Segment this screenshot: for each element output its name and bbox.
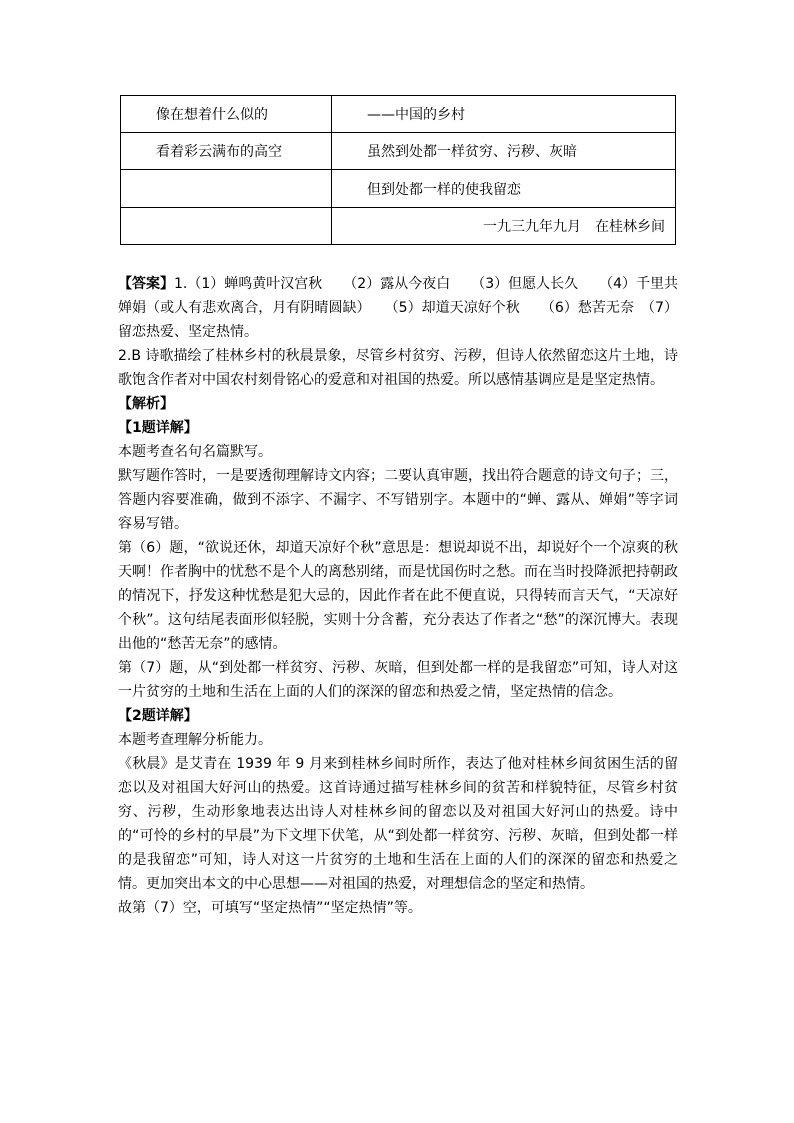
poem-table [120,95,676,245]
q1-paragraph: 第（7）题，从“到处都一样贫穷、污秽、灰暗，但到处都一样的是我留恋”可知，诗人对这一片贫穷的土地和生活在上面的人们的深深的留恋和热爱之情，坚定热情的信念。 [118,660,678,700]
table-cell: 但到处都一样的使我留恋 [332,170,676,208]
q2-paragraph: 本题考查理解分析能力。 [118,732,272,748]
answer-q1-text: 1.（1）蝉鸣黄叶汉宫秋 （2）露从今夜白 （3）但愿人长久 （4）千里共婵娟（或人有悲欢离合，月有阴晴圆缺） （5）却道天凉好个秋 （6）愁苦无奈 （7）留恋热爱、坚定热情。 [118,276,679,340]
q2-paragraph: 故第（7）空，可填写“坚定热情”“坚定热情”等。 [118,900,422,916]
q1-paragraph: 本题考查名句名篇默写。 [118,444,272,460]
analysis-label: 【解析】 [118,396,174,412]
table-cell: ——中国的乡村 [332,96,676,133]
table-cell: 一九三九年九月 在桂林乡间 [332,208,676,245]
table-row [121,96,676,133]
table-row [121,170,676,208]
answer-q1 [118,272,678,344]
q2-paragraph: 《秋晨》是艾青在 1939 年 9 月来到桂林乡间时所作，表达了他对桂林乡间贫困生活的留恋以及对祖国大好河山的热爱。这首诗通过描写桂林乡间的贫苦和样貌特征，尽管乡村贫穷、污秽，生动形象地表达出诗人对桂林乡间的留恋以及对祖国大好河山的热爱。诗中的“可怜的乡村的早晨”为下文埋下伏笔，从“到处都一样贫穷、污秽、灰暗，但到处都一样的是我留恋”可知，诗人对这一片贫穷的土地和生活在上面的人们的深深的留恋和热爱之情。更加突出本文的中心思想——对祖国的热爱，对理想信念的坚定和热情。 [118,756,678,892]
table-cell [121,208,332,245]
answer-label: 【答案】 [118,276,175,292]
table-row [121,133,676,170]
q2-heading: 【2题详解】 [118,708,198,724]
q1-heading: 【1题详解】 [118,420,198,436]
table-cell: 看着彩云满布的高空 [121,133,332,170]
table-cell: 像在想着什么似的 [121,96,332,133]
table-cell: 虽然到处都一样贫穷、污秽、灰暗 [332,133,676,170]
q1-paragraph: 第（6）题，“欲说还休，却道天凉好个秋”意思是：想说却说不出，却说好个一个凉爽的秋天啊！作者胸中的忧愁不是个人的离愁别绪，而是忧国伤时之愁。而在当时投降派把持朝政的情况下，抒发这种忧愁是犯大忌的，因此作者在此不便直说，只得转而言天气，“天凉好个秋”。这句结尾表面形似轻脱，实则十分含蓄，充分表达了作者之“愁”的深沉博大。表现出他的“愁苦无奈”的感情。 [118,540,678,652]
answer-q2: 2.B 诗歌描绘了桂林乡村的秋晨景象，尽管乡村贫穷、污秽，但诗人依然留恋这片土地，诗歌饱含作者对中国农村刻骨铭心的爱意和对祖国的热爱。所以感情基调应是是坚定热情。 [118,348,678,388]
q1-paragraph: 默写题作答时，一是要透彻理解诗文内容；二要认真审题，找出符合题意的诗文句子；三，答题内容要准确，做到不添字、不漏字、不写错别字。本题中的“蝉、露从、婵娟”等字词容易写错。 [118,468,678,532]
table-cell [121,170,332,208]
answer-section [118,272,678,920]
table-row [121,208,676,245]
